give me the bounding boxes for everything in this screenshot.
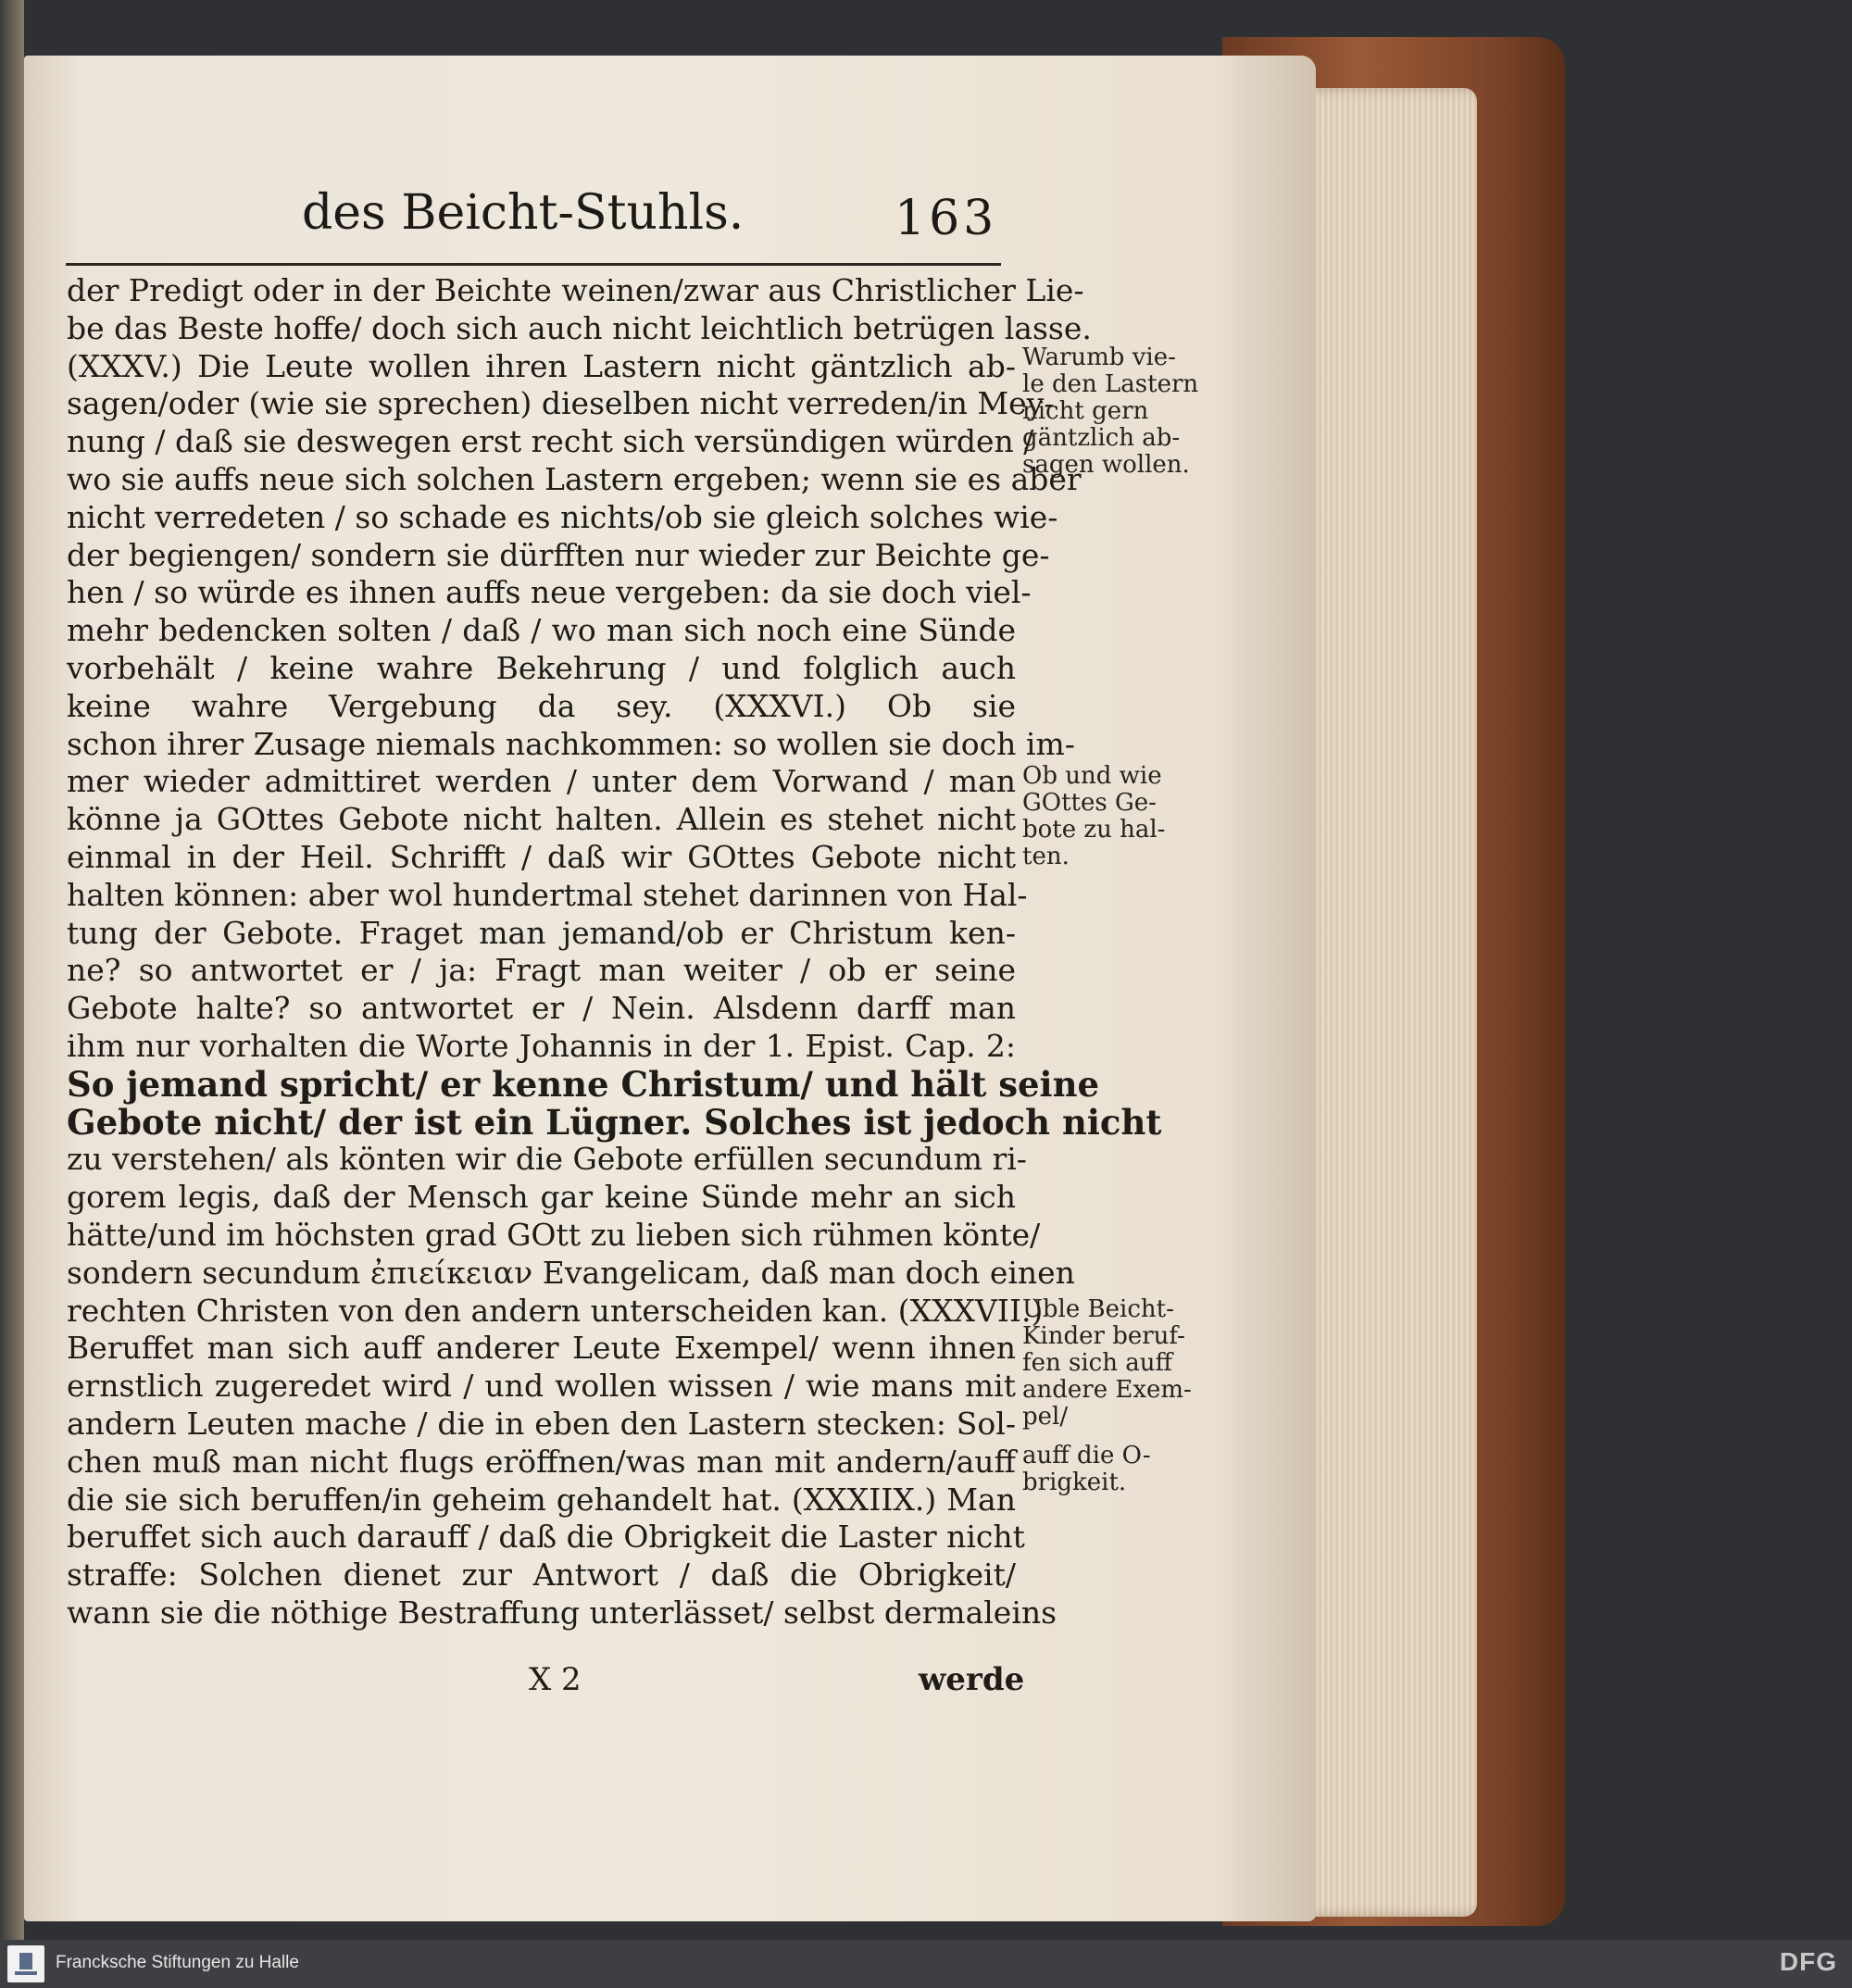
- text-line: mehr bedencken solten / daß / wo man sich noch eine Sünde: [67, 612, 1016, 649]
- marginal-note-obrigkeit: [1022, 1443, 1198, 1496]
- text-line: rechten Christen von den andern unterscheiden kan. (XXXVII.): [67, 1292, 1044, 1329]
- marginal-line: auff die O-: [1022, 1442, 1151, 1469]
- text-line: der begiengen/ sondern sie dürfften nur wieder zur Beichte ge-: [67, 536, 1050, 573]
- text-line: nung / daß sie deswegen erst recht sich versündigen würden /: [67, 423, 1034, 460]
- marginal-line: sagen wollen.: [1022, 451, 1190, 479]
- marginal-line: pel/: [1022, 1403, 1069, 1431]
- marginal-note-gebote: [1022, 763, 1198, 870]
- text-line: tung der Gebote. Fraget man jemand/ob er Christum ken-: [67, 914, 1016, 951]
- text-line: sagen/oder (wie sie sprechen) dieselben nicht verreden/in Mey-: [67, 385, 1055, 422]
- dfg-logo[interactable]: DFG: [1779, 1947, 1837, 1976]
- text-line: mer wieder admittiret werden / unter dem Vorwand / man: [67, 763, 1016, 800]
- marginal-line: Uble Beicht-: [1022, 1295, 1174, 1323]
- text-line: keine wahre Vergebung da sey. (XXXVI.) Ob sie: [67, 687, 1016, 724]
- marginal-line: andere Exem-: [1022, 1376, 1192, 1404]
- text-line: ernstlich zugeredet wird / und wollen wissen / wie mans mit: [67, 1368, 1016, 1405]
- institution-name[interactable]: Francksche Stiftungen zu Halle: [56, 1953, 299, 1972]
- text-line: wann sie die nöthige Bestraffung unterlässet/ selbst dermaleins: [67, 1594, 1057, 1631]
- text-line: schon ihrer Zusage niemals nachkommen: so wollen sie doch im-: [67, 725, 1075, 762]
- marginal-line: le den Lastern: [1022, 370, 1199, 398]
- quotation-line: Gebote nicht/ der ist ein Lügner. Solches ist jedoch nicht: [67, 1101, 1162, 1143]
- marginal-note-beichtkinder: [1022, 1296, 1198, 1431]
- text-line: die sie sich beruffen/in geheim gehandelt hat. (XXXIIX.) Man: [67, 1481, 1016, 1518]
- text-line: gorem legis, daß der Mensch gar keine Sünde mehr an sich: [67, 1179, 1016, 1216]
- page-edges: [1301, 88, 1477, 1917]
- marginal-line: nicht gern: [1022, 397, 1149, 425]
- marginal-line: brigkeit.: [1022, 1469, 1127, 1496]
- text-line: be das Beste hoffe/ doch sich auch nicht leichtlich betrügen lasse.: [67, 309, 1092, 346]
- text-line: vorbehält / keine wahre Bekehrung / und folglich auch: [67, 649, 1016, 686]
- marginal-line: gäntzlich ab-: [1022, 424, 1181, 452]
- text-line: ne? so antwortet er / ja: Fragt man weiter / ob er seine: [67, 952, 1016, 989]
- text-line: könne ja GOttes Gebote nicht halten. Allein es stehet nicht: [67, 801, 1016, 838]
- marginal-line: Warumb vie-: [1022, 344, 1176, 371]
- text-line: wo sie auffs neue sich solchen Lastern ergeben; wenn sie es aber: [67, 460, 1082, 497]
- marginal-note-lastern: [1022, 344, 1198, 479]
- text-line: hätte/und im höchsten grad GOtt zu lieben sich rühmen könte/: [67, 1216, 1041, 1253]
- page-number: 163: [895, 191, 998, 246]
- marginal-line: GOttes Ge-: [1022, 789, 1157, 817]
- text-line: hen / so würde es ihnen auffs neue vergeben: da sie doch viel-: [67, 574, 1032, 611]
- running-head: des Beicht-Stuhls.: [302, 185, 745, 241]
- signature-mark: X 2: [529, 1661, 582, 1698]
- quotation-line: So jemand spricht/ er kenne Christum/ und hält seine: [67, 1063, 1100, 1105]
- head-rule: [66, 263, 1001, 266]
- text-line: zu verstehen/ als könten wir die Gebote erfüllen secundum ri-: [67, 1141, 1027, 1178]
- text-line: einmal in der Heil. Schrifft / daß wir GOttes Gebote nicht: [67, 838, 1016, 875]
- viewer-footer: [0, 1940, 1852, 1988]
- marginal-line: ten.: [1022, 843, 1070, 870]
- marginal-line: Kinder beruf-: [1022, 1322, 1185, 1350]
- text-line: ihm nur vorhalten die Worte Johannis in der 1. Epist. Cap. 2:: [67, 1027, 1016, 1064]
- text-line: straffe: Solchen dienet zur Antwort / daß die Obrigkeit/: [67, 1557, 1016, 1594]
- marginal-line: Ob und wie: [1022, 762, 1162, 790]
- marginal-line: fen sich auff: [1022, 1349, 1172, 1377]
- left-edge: [0, 0, 24, 1940]
- book-page: [24, 56, 1316, 1921]
- text-line: sondern secundum ἐπιείκειαν Evangelicam, daß man doch einen: [67, 1254, 1075, 1291]
- institution-logo-icon[interactable]: [7, 1945, 44, 1982]
- catchword: werde: [919, 1661, 1025, 1698]
- marginal-line: bote zu hal-: [1022, 816, 1166, 844]
- text-line: der Predigt oder in der Beichte weinen/zwar aus Christlicher Lie-: [67, 272, 1084, 308]
- text-line: (XXXV.) Die Leute wollen ihren Lastern nicht gäntzlich ab-: [67, 347, 1016, 384]
- text-line: nicht verredeten / so schade es nichts/ob sie gleich solches wie-: [67, 498, 1058, 535]
- text-line: chen muß man nicht flugs eröffnen/was man mit andern/auff: [67, 1443, 1016, 1480]
- text-line: beruffet sich auch darauff / daß die Obrigkeit die Laster nicht: [67, 1519, 1025, 1556]
- text-line: halten können: aber wol hundertmal stehet darinnen von Hal-: [67, 876, 1028, 913]
- text-line: andern Leuten mache / die in eben den Lastern stecken: Sol-: [67, 1405, 1016, 1442]
- text-line: Gebote halte? so antwortet er / Nein. Alsdenn darff man: [67, 990, 1016, 1027]
- text-line: Beruffet man sich auff anderer Leute Exempel/ wenn ihnen: [67, 1330, 1016, 1367]
